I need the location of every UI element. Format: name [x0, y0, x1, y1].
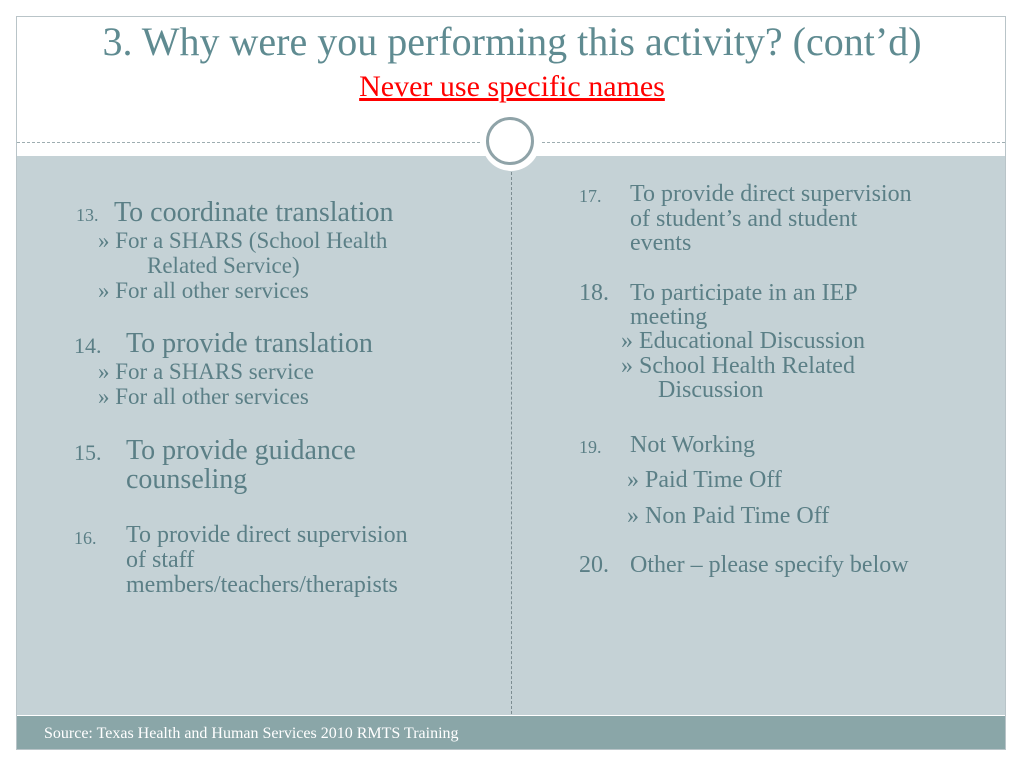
item-16-number: 16. [74, 528, 97, 548]
circle-ornament-icon [486, 117, 534, 165]
item-18-line-2: meeting [630, 304, 708, 330]
item-19-sub-2: » Non Paid Time Off [627, 503, 830, 529]
item-14-heading: To provide translation [126, 328, 373, 359]
item-20-number: 20. [579, 552, 609, 578]
item-14-number: 14. [74, 333, 102, 358]
slide-subtitle: Never use specific names [359, 70, 665, 103]
item-14-sub-1: » For a SHARS service [98, 359, 314, 384]
item-20-heading: Other – please specify below [630, 552, 909, 578]
item-13-sub-1: » For a SHARS (School Health [98, 228, 388, 253]
item-16-line-2: of staff [126, 547, 195, 573]
column-divider [511, 172, 512, 714]
item-15-line-2: counseling [126, 464, 248, 495]
item-17-line-1: To provide direct supervision [630, 181, 912, 207]
item-18-number: 18. [579, 280, 609, 306]
item-18-sub-2-cont: Discussion [658, 377, 764, 403]
item-17-number: 17. [579, 186, 602, 206]
item-13-heading: To coordinate translation [114, 197, 394, 228]
item-13-sub-2: » For all other services [98, 278, 309, 303]
item-18-sub-1: » Educational Discussion [621, 328, 865, 354]
item-19-sub-1: » Paid Time Off [627, 467, 782, 493]
item-16-line-3: members/teachers/therapists [126, 572, 398, 598]
item-18-sub-2: » School Health Related [621, 353, 855, 379]
item-13-number: 13. [76, 205, 99, 225]
item-18-line-1: To participate in an IEP [630, 280, 858, 306]
item-13-sub-1-cont: Related Service) [147, 253, 300, 278]
item-17-line-2: of student’s and student [630, 206, 858, 232]
item-16-line-1: To provide direct supervision [126, 522, 408, 548]
slide-title: 3. Why were you performing this activity? (cont’d) [102, 19, 922, 64]
item-17-line-3: events [630, 230, 692, 256]
item-15-line-1: To provide guidance [126, 435, 356, 466]
item-15-number: 15. [74, 440, 102, 465]
item-19-heading: Not Working [630, 432, 755, 458]
footer-source: Source: Texas Health and Human Services 2010 RMTS Training [44, 725, 459, 742]
item-19-number: 19. [579, 437, 602, 457]
item-14-sub-2: » For all other services [98, 384, 309, 409]
